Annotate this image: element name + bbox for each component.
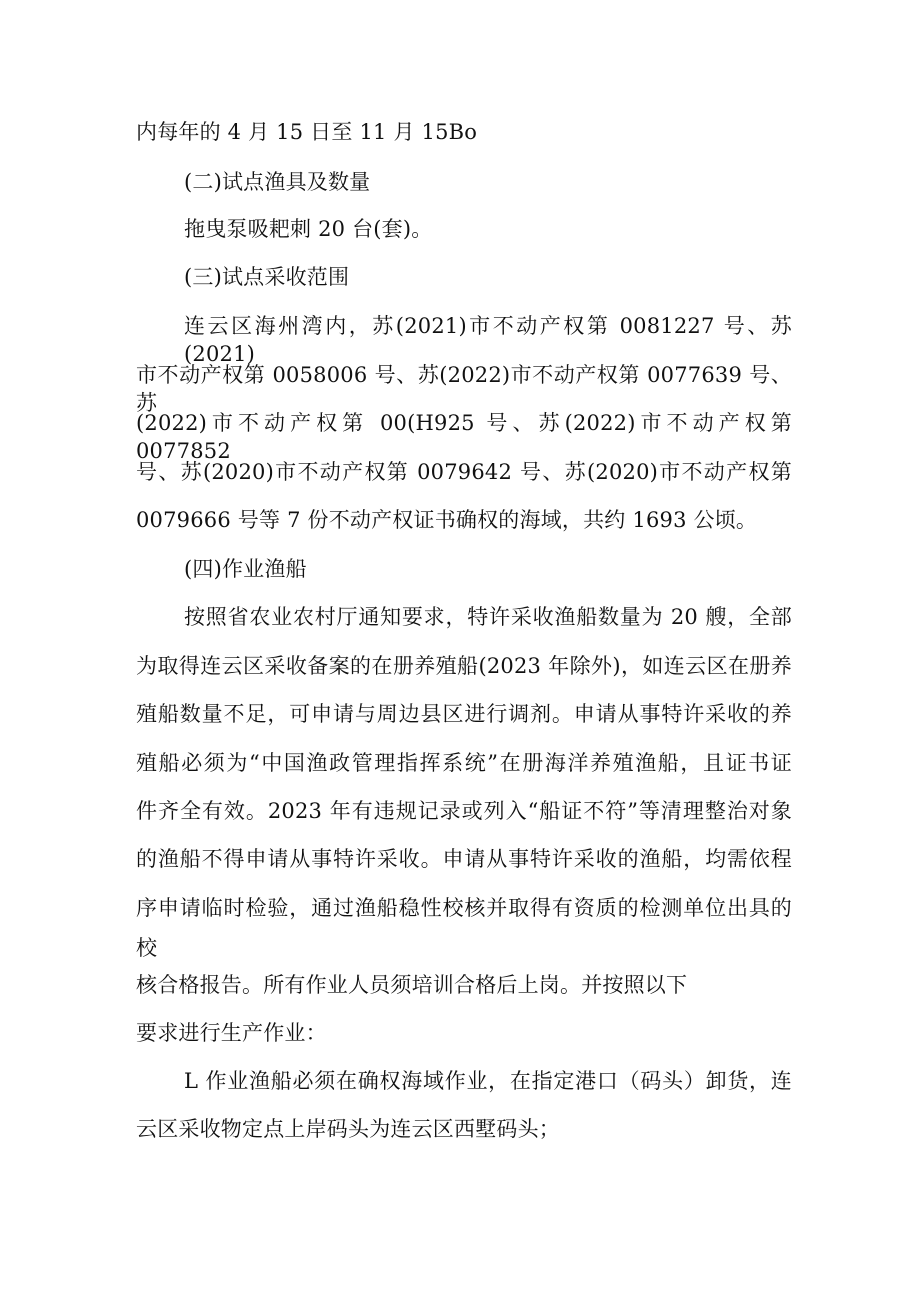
list-item-1-line-2: 云区采收物定点上岸码头为连云区西墅码头； xyxy=(136,1117,560,1141)
paragraph-range-line-3: (2022)市不动产权第 00(H925 号、苏(2022)市不动产权第 0077852 xyxy=(136,411,792,463)
paragraph-boats-line-10: 要求进行生产作业： xyxy=(136,1021,327,1045)
section-heading-3: (三)试点采收范围 xyxy=(184,265,350,289)
paragraph-boats-line-8: 校 xyxy=(136,936,158,960)
paragraph-boats-line-6: 的渔船不得申请从事特许采收。申请从事特许采收的渔船，均需依程 xyxy=(136,847,792,871)
paragraph-range-line-2: 市不动产权第 0058006 号、苏(2022)市不动产权第 0077639 号、苏 xyxy=(136,363,792,415)
paragraph-range-line-4: 号、苏(2020)市不动产权第 0079642 号、苏(2020)市不动产权第 xyxy=(136,460,792,484)
section-heading-2: (二)试点渔具及数量 xyxy=(184,170,371,194)
paragraph-range-line-5: 0079666 号等 7 份不动产权证书确权的海域，共约 1693 公顷。 xyxy=(136,508,758,532)
paragraph-boats-line-3: 殖船数量不足，可申请与周边县区进行调剂。申请从事特许采收的养 xyxy=(136,702,792,726)
paragraph-boats-line-1: 按照省农业农村厅通知要求，特许采收渔船数量为 20 艘，全部 xyxy=(184,605,792,629)
paragraph-boats-line-2: 为取得连云区采收备案的在册养殖船(2023 年除外)，如连云区在册养 xyxy=(136,654,792,678)
paragraph-boats-line-7: 序申请临时检验，通过渔船稳性校核并取得有资质的检测单位出具的 xyxy=(136,896,792,920)
paragraph-range-line-1: 连云区海州湾内，苏(2021)市不动产权第 0081227 号、苏(2021) xyxy=(184,314,792,366)
text-line-3: 拖曳泵吸耙刺 20 台(套)。 xyxy=(184,217,433,241)
list-item-1-line-1: L 作业渔船必须在确权海域作业，在指定港口（码头）卸货，连 xyxy=(184,1069,792,1093)
paragraph-boats-line-9: 核合格报告。所有作业人员须培训合格后上岗。并按照以下 xyxy=(136,973,688,997)
section-heading-4: (四)作业渔船 xyxy=(184,557,307,581)
text-line-1: 内每年的 4 月 15 日至 11 月 15Bo xyxy=(136,120,478,144)
paragraph-boats-line-5: 件齐全有效。2023 年有违规记录或列入“船证不符”等清理整治对象 xyxy=(136,799,792,823)
paragraph-boats-line-4: 殖船必须为“中国渔政管理指挥系统”在册海洋养殖渔船，且证书证 xyxy=(136,751,792,775)
